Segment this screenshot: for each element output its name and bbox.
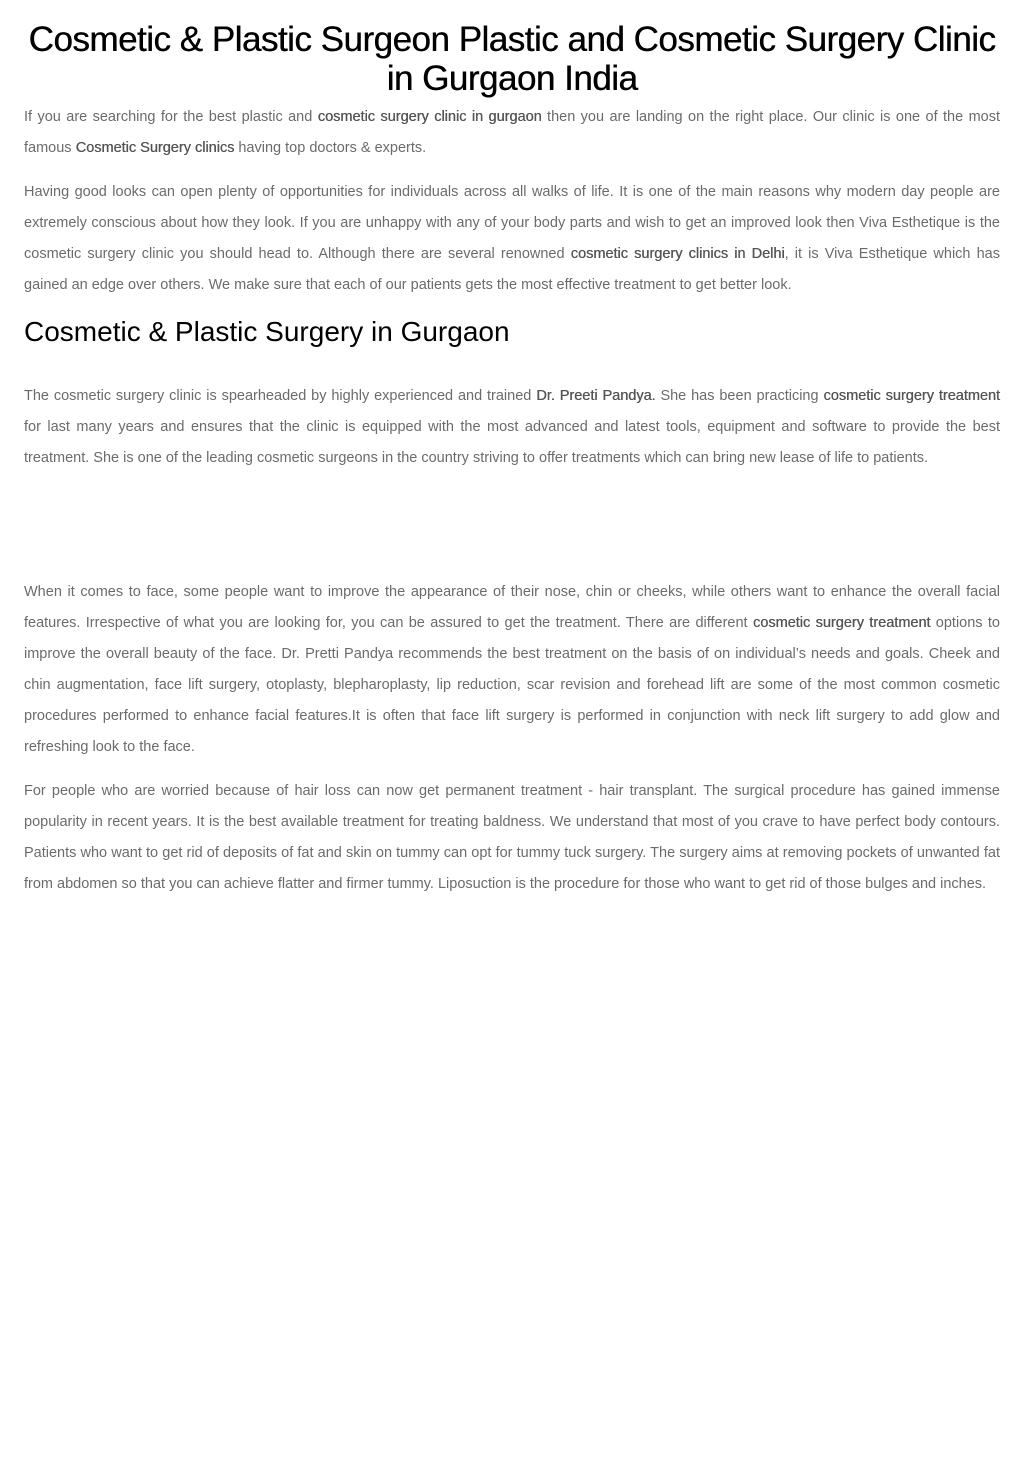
link-cosmetic-surgery-treatment[interactable]: cosmetic surgery treatment (823, 388, 1000, 404)
looks-text-1: Having good looks can open plenty of opportunities for individuals across all walks of life. It is one of the main reasons why modern day people are extremely conscious about how they look. If you are unhappy with any of your body parts and wish to get an improved look then Viva Esthetique is the cosmetic surgery clinic you should head to. Although there are several renowned (24, 184, 1000, 262)
looks-text-2: , it is Viva Esthetique which has gained an edge over others. We make sure that each of our patients gets the most effective treatment to get better look. (24, 246, 1000, 293)
doctor-name: Dr. Preeti Pandya. (536, 388, 656, 404)
clinic-text-2: She has been practicing (655, 388, 824, 404)
clinic-text-3: for last many years and ensures that the clinic is equipped with the most advanced and latest tools, equipment and software to provide the best treatment. She is one of the leading cosmetic surgeons in the country striving to offer treatments which can bring new lease of life to patients. (24, 419, 1000, 466)
good-looks-paragraph (24, 177, 1000, 301)
intro-paragraph (24, 102, 1000, 164)
section-heading: Cosmetic & Plastic Surgery in Gurgaon (24, 316, 510, 347)
intro-text-1: If you are searching for the best plastic and (24, 109, 318, 125)
face-paragraph (24, 577, 1000, 763)
hair-text-1: For people who are worried because of hair loss can now get permanent treatment - hair transplant. The surgical procedure has gained immense popularity in recent years. It is the best available treatment for treating baldness. We understand that most of you crave to have perfect body contours. Patients who want to get rid of deposits of fat and skin on tummy can opt for tummy tuck surgery. The surgery aims at removing pockets of unwanted fat from abdomen so that you can achieve flatter and firmer tummy. Liposuction is the procedure for those who want to get rid of those bulges and inches. (24, 783, 1000, 892)
link-cosmetic-surgery-clinics-delhi[interactable]: cosmetic surgery clinics in Delhi (570, 246, 785, 262)
face-text-2: options to improve the overall beauty of the face. Dr. Pretti Pandya recommends the best treatment on the basis of on individual’s needs and goals. Cheek and chin augmentation, face lift surgery, otoplasty, blepharoplasty, lip reduction, scar revision and forehead lift are some of the most common cosmetic procedures performed to enhance facial features.It is often that face lift surgery is performed in conjunction with neck lift surgery to add glow and refreshing look to the face. (24, 615, 1000, 755)
intro-text-2: then you are landing on the right place. Our clinic is one of the most famous (24, 109, 1000, 156)
clinic-text-1: The cosmetic surgery clinic is spearheaded by highly experienced and trained (24, 388, 537, 404)
clinic-paragraph (24, 381, 1000, 474)
intro-text-3: having top doctors & experts. (234, 140, 427, 156)
face-text-1: When it comes to face, some people want to improve the appearance of their nose, chin or cheeks, while others want to enhance the overall facial features. Irrespective of what you are looking for, you can be assured to get the treatment. There are different (24, 584, 1000, 631)
page-title: Cosmetic & Plastic Surgeon Plastic and Cosmetic Surgery Clinic in Gurgaon India (28, 20, 996, 98)
link-cosmetic-surgery-treatment-2[interactable]: cosmetic surgery treatment (752, 615, 931, 631)
link-cosmetic-surgery-clinic-gurgaon[interactable]: cosmetic surgery clinic in gurgaon (317, 109, 542, 125)
hair-paragraph (24, 776, 1000, 900)
link-cosmetic-surgery-clinics[interactable]: Cosmetic Surgery clinics (75, 140, 235, 156)
document-page (0, 20, 1024, 900)
